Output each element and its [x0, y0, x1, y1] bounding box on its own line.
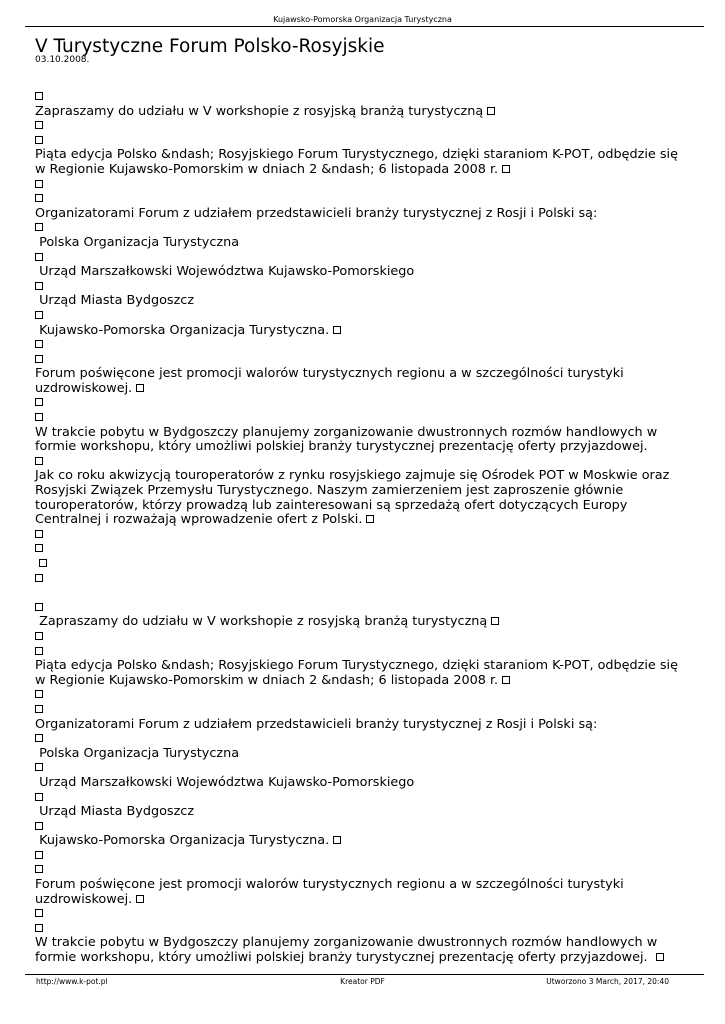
- missing-glyph-icon: [35, 793, 43, 801]
- paragraph: Organizatorami Forum z udziałem przedstawicieli branży turystycznej z Rosji i Polski są:: [35, 716, 598, 732]
- missing-glyph-icon: [35, 734, 43, 742]
- missing-glyph-icon: [35, 574, 43, 582]
- missing-glyph-icon: [487, 107, 495, 115]
- organizer-item: Polska Organizacja Turystyczna: [35, 745, 240, 761]
- missing-glyph-icon: [35, 282, 43, 290]
- organizer-item: Polska Organizacja Turystyczna: [35, 234, 240, 250]
- missing-glyph-icon: [35, 355, 43, 363]
- paragraph: Forum poświęcone jest promocji walorów turystycznych regionu a w szczególności turystyki uzdrowiskowej.: [35, 366, 624, 396]
- missing-glyph-icon: [136, 895, 144, 903]
- missing-glyph-icon: [502, 165, 510, 173]
- missing-glyph-icon: [35, 603, 43, 611]
- missing-glyph-icon: [35, 822, 43, 830]
- missing-glyph-icon: [35, 180, 43, 188]
- missing-glyph-icon: [35, 647, 43, 655]
- organizer-item: Urząd Miasta Bydgoszcz: [35, 293, 195, 309]
- missing-glyph-icon: [366, 515, 374, 523]
- missing-glyph-icon: [35, 194, 43, 202]
- missing-glyph-icon: [35, 924, 43, 932]
- header-divider: [25, 26, 704, 27]
- missing-glyph-icon: [35, 909, 43, 917]
- missing-glyph-icon: [35, 690, 43, 698]
- missing-glyph-icon: [502, 676, 510, 684]
- paragraph: W trakcie pobytu w Bydgoszczy planujemy zorganizowanie dwustronnych rozmów handlowych w formie workshopu, który umożliwi polskiej branży turystycznej prezentację oferty przyjazdowej.: [35, 935, 662, 966]
- missing-glyph-icon: [39, 559, 47, 567]
- missing-glyph-icon: [35, 763, 43, 771]
- missing-glyph-icon: [35, 223, 43, 231]
- paragraph: Jak co roku akwizycją touroperatorów z rynku rosyjskiego zajmuje się Ośrodek POT w Moskwie oraz Rosyjski Związek Przemysłu Turystycznego. Naszym zamierzeniem jest zaproszenie głównie touroperatorów, którzy prowadzą lub zainteresowani są sprzedażą ofert dotyczących Europy Centralnej i rozważają wprowadzenie ofert z Polski.: [35, 468, 670, 528]
- missing-glyph-icon: [35, 340, 43, 348]
- missing-glyph-icon: [35, 865, 43, 873]
- missing-glyph-icon: [35, 632, 43, 640]
- paragraph: Piąta edycja Polsko &ndash; Rosyjskiego Forum Turystycznego, dzięki staraniom K-POT, odbędzie się w Regionie Kujawsko-Pomorskim w dniach 2 &ndash; 6 listopada 2008 r.: [35, 147, 678, 177]
- footer-divider: [25, 974, 704, 975]
- paragraph: Forum poświęcone jest promocji walorów turystycznych regionu a w szczególności turystyki uzdrowiskowej.: [35, 877, 624, 907]
- publish-date: 03.10.2008.: [35, 55, 90, 65]
- page-header: Kujawsko-Pomorska Organizacja Turystyczna: [273, 15, 452, 24]
- organizer-item: Urząd Marszałkowski Województwa Kujawsko-Pomorskiego: [35, 264, 415, 280]
- paragraph: Zapraszamy do udziału w V workshopie z rosyjską branżą turystyczną: [35, 614, 488, 630]
- missing-glyph-icon: [35, 413, 43, 421]
- missing-glyph-icon: [35, 311, 43, 319]
- missing-glyph-icon: [35, 530, 43, 538]
- missing-glyph-icon: [35, 705, 43, 713]
- missing-glyph-icon: [656, 953, 664, 961]
- article-body: [35, 90, 685, 966]
- missing-glyph-icon: [35, 92, 43, 100]
- missing-glyph-icon: [35, 851, 43, 859]
- missing-glyph-icon: [35, 398, 43, 406]
- organizer-item: Kujawsko-Pomorska Organizacja Turystyczna.: [35, 833, 330, 849]
- placeholder-line: [35, 90, 685, 105]
- organizer-item: Urząd Miasta Bydgoszcz: [35, 804, 195, 820]
- footer-generator: Kreator PDF: [340, 977, 385, 986]
- missing-glyph-icon: [35, 136, 43, 144]
- paragraph: Piąta edycja Polsko &ndash; Rosyjskiego Forum Turystycznego, dzięki staraniom K-POT, odbędzie się w Regionie Kujawsko-Pomorskim w dniach 2 &ndash; 6 listopada 2008 r.: [35, 658, 678, 688]
- missing-glyph-icon: [333, 326, 341, 334]
- missing-glyph-icon: [35, 457, 43, 465]
- footer-url: http://www.k-pot.pl: [36, 977, 108, 986]
- missing-glyph-icon: [35, 544, 43, 552]
- paragraph: Zapraszamy do udziału w V workshopie z rosyjską branżą turystyczną: [35, 103, 484, 119]
- missing-glyph-icon: [333, 836, 341, 844]
- organizer-item: Kujawsko-Pomorska Organizacja Turystyczna.: [35, 322, 330, 338]
- missing-glyph-icon: [491, 617, 499, 625]
- footer-created: Utworzono 3 March, 2017, 20:40: [546, 977, 669, 986]
- paragraph: W trakcie pobytu w Bydgoszczy planujemy zorganizowanie dwustronnych rozmów handlowych w formie workshopu, który umożliwi polskiej branży turystycznej prezentację oferty przyjazdowej.: [35, 424, 658, 455]
- page-title: V Turystyczne Forum Polsko-Rosyjskie: [35, 36, 385, 57]
- missing-glyph-icon: [35, 121, 43, 129]
- organizer-item: Urząd Marszałkowski Województwa Kujawsko-Pomorskiego: [35, 774, 415, 790]
- paragraph: Organizatorami Forum z udziałem przedstawicieli branży turystycznej z Rosji i Polski są:: [35, 205, 598, 221]
- missing-glyph-icon: [35, 253, 43, 261]
- missing-glyph-icon: [136, 384, 144, 392]
